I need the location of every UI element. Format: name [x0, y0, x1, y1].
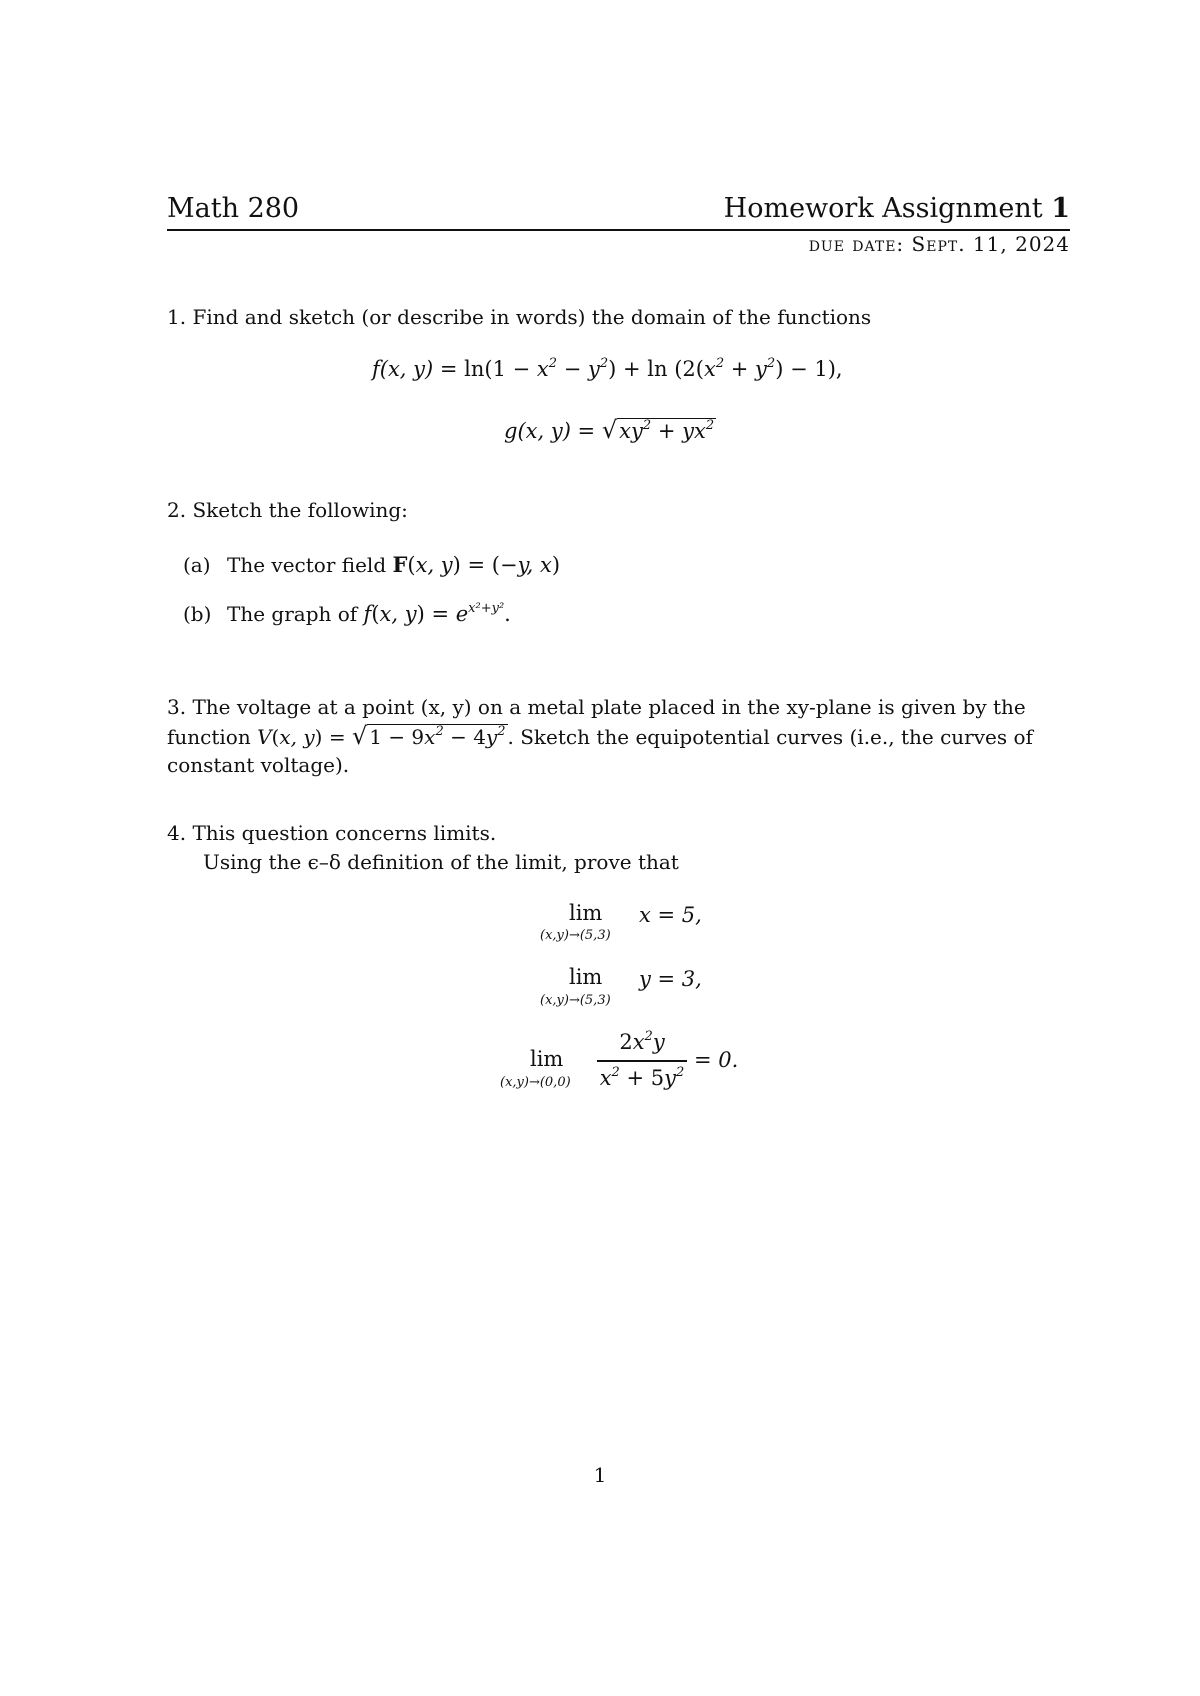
header-rule	[167, 229, 1070, 231]
assignment-title	[724, 193, 1070, 224]
course-name: Math 280	[167, 193, 300, 224]
problem-2b	[183, 602, 511, 626]
limit-2-subscript: (x,y)→(5,3)	[540, 993, 611, 1008]
limit-1-subscript: (x,y)→(5,3)	[540, 928, 611, 943]
limit-3-rhs: = 0.	[694, 1048, 739, 1072]
assignment-title-text: Homework Assignment	[723, 193, 1043, 224]
voltage-expr: V(x, y) = √ $1 - 9x^2 - 4y^2$	[257, 722, 506, 750]
limit-1-rhs: x = 5,	[639, 903, 702, 927]
equation-g-lhs: g(x, y) =	[504, 419, 602, 443]
page-number: 1	[593, 1463, 607, 1487]
problem-3-line-2-tail: . Sketch the equipotential curves (i.e., the curves of	[507, 725, 1033, 749]
header	[167, 193, 1070, 229]
limit-3-subscript: (x,y)→(0,0)	[500, 1075, 571, 1090]
vector-field-expr: F(x, y) = (−y, x)	[392, 552, 561, 577]
problem-2-text: 2. Sketch the following:	[167, 498, 408, 522]
due-date	[809, 232, 1070, 256]
problem-4-line-1: 4. This question concerns limits.	[167, 821, 497, 845]
limit-3-denominator: $x^2 + 5y^2$	[599, 1065, 685, 1090]
limit-1-word: lim	[569, 901, 603, 925]
assignment-number: 1	[1051, 193, 1070, 224]
limit-3-fraction-bar	[597, 1060, 687, 1062]
limit-3-word: lim	[530, 1047, 564, 1071]
limit-2-word: lim	[569, 965, 603, 989]
graph-expr: f(x, $y) = e^{x^2+y^2}$.	[363, 601, 511, 626]
problem-3-function-word: function	[167, 725, 251, 749]
problem-2a-label: (a)	[183, 553, 211, 577]
problem-2a-text: The vector field	[227, 553, 387, 577]
problem-2b-label: (b)	[183, 602, 212, 626]
due-date-label: due date:	[808, 232, 905, 256]
limit-2-rhs: y = 3,	[639, 967, 702, 991]
problem-3-line-2	[167, 722, 1033, 752]
limit-3-numerator: $2x^2y$	[619, 1029, 665, 1054]
problem-3-line-3: constant voltage).	[167, 753, 350, 777]
problem-2b-text: The graph of	[227, 602, 358, 626]
equation-f-lhs: f(x, y) =	[372, 357, 465, 381]
due-date-value: Sept. 11, 2024	[911, 232, 1070, 256]
problem-3-line-1: 3. The voltage at a point (x, y) on a metal plate placed in the xy-plane is given by the	[167, 695, 1026, 719]
equation-g: g(x, $y) = √xy^2 + yx^2$	[504, 416, 715, 444]
problem-1-text: 1. Find and sketch (or describe in words) the domain of the functions	[167, 305, 872, 329]
problem-2a	[183, 552, 560, 577]
problem-4-line-2: Using the ϵ–δ definition of the limit, prove that	[203, 850, 679, 874]
equation-f: f(x, $y) = \ln(1 - x^2 - y^2) + \ln (2(x^2 + y^2) - 1)$,	[372, 356, 843, 381]
